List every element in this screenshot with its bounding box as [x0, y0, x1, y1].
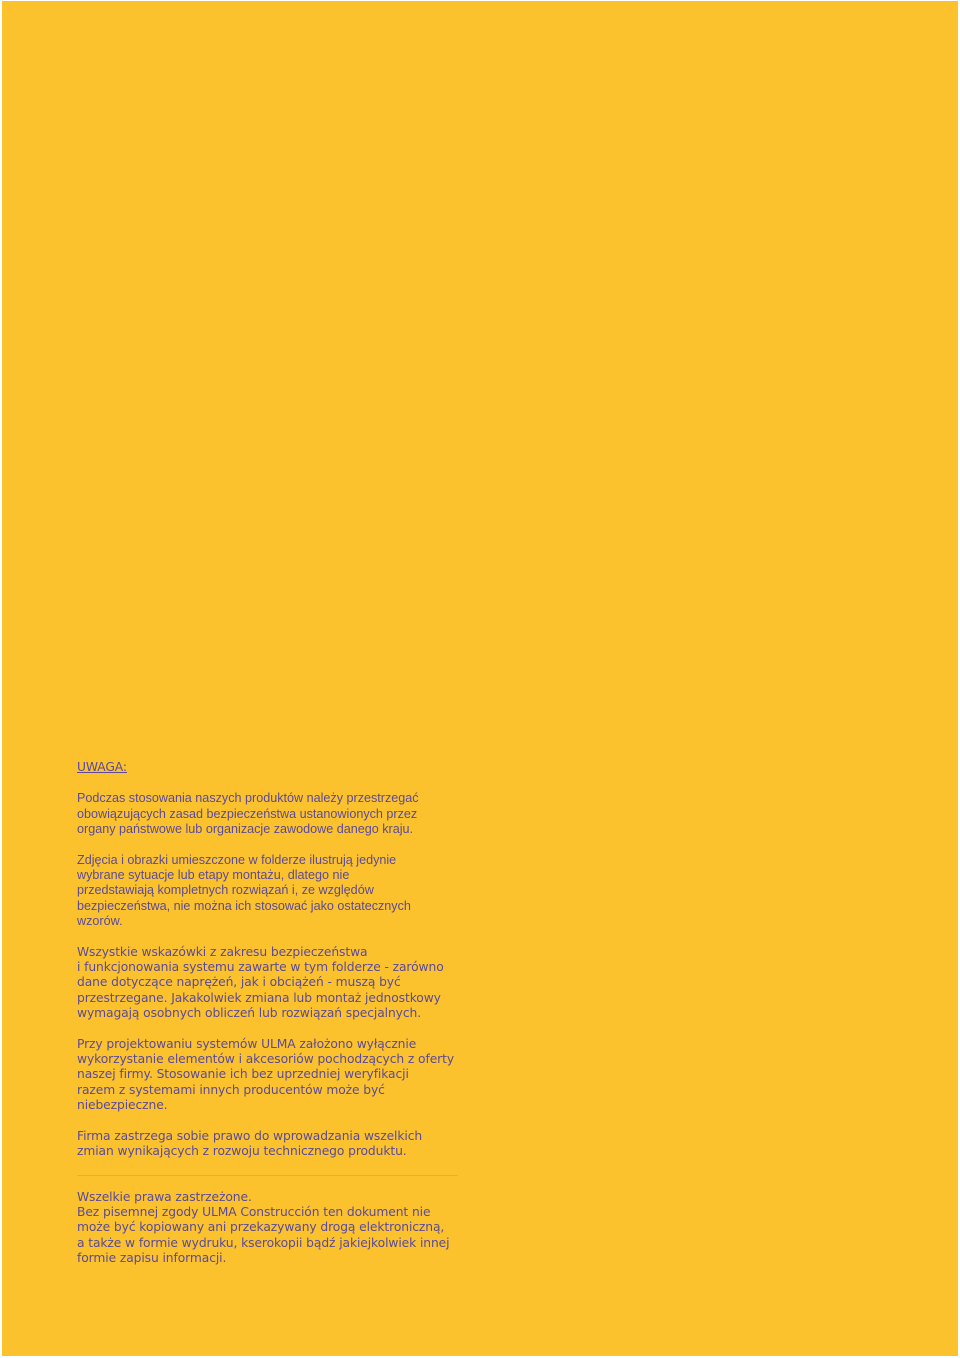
notice-paragraph-regulations: Podczas stosowania naszych produktów należy przestrzegać obowiązujących zasad bezpieczeństwa ustanowionych przez organy państwowe lub organizacje zawodowe danego kraju.	[77, 791, 419, 836]
notice-block	[77, 760, 477, 1266]
copyright-notice: Wszelkie prawa zastrzeżone. Bez pisemnej zgody ULMA Construcción ten dokument nie może być kopiowany ani przekazywany drogą elektroniczną, a także w formie wydruku, kserokopii bądź jakiejkolwiek innej formie zapisu informacji.	[77, 1189, 450, 1265]
divider-line	[77, 1175, 458, 1176]
notice-paragraph-changes: Firma zastrzega sobie prawo do wprowadzania wszelkich zmian wynikających z rozwoju technicznego produktu.	[77, 1128, 423, 1158]
notice-paragraph-images: Zdjęcia i obrazki umieszczone w folderze ilustrują jedynie wybrane sytuacje lub etapy montażu, dlatego nie przedstawiają kompletnych rozwiązań i, ze względów bezpieczeństwa, nie można ich stosować jako ostatecznych wzorów.	[77, 852, 411, 928]
page-background	[2, 1, 958, 1356]
notice-paragraph-components: Przy projektowaniu systemów ULMA założono wyłącznie wykorzystanie elementów i akcesoriów pochodzących z oferty naszej firmy. Stosowanie ich bez uprzedniej weryfikacji razem z systemami innych producentów może być niebezpieczne.	[77, 1036, 455, 1112]
notice-heading: UWAGA:	[77, 760, 127, 774]
notice-paragraph-safety: Wszystkie wskazówki z zakresu bezpieczeństwa i funkcjonowania systemu zawarte w tym folderze - zarówno dane dotyczące naprężeń, jak i obciążeń - muszą być przestrzegane. Jakakolwiek zmiana lub montaż jednostkowy wymagają osobnych obliczeń lub rozwiązań specjalnych.	[77, 944, 444, 1020]
